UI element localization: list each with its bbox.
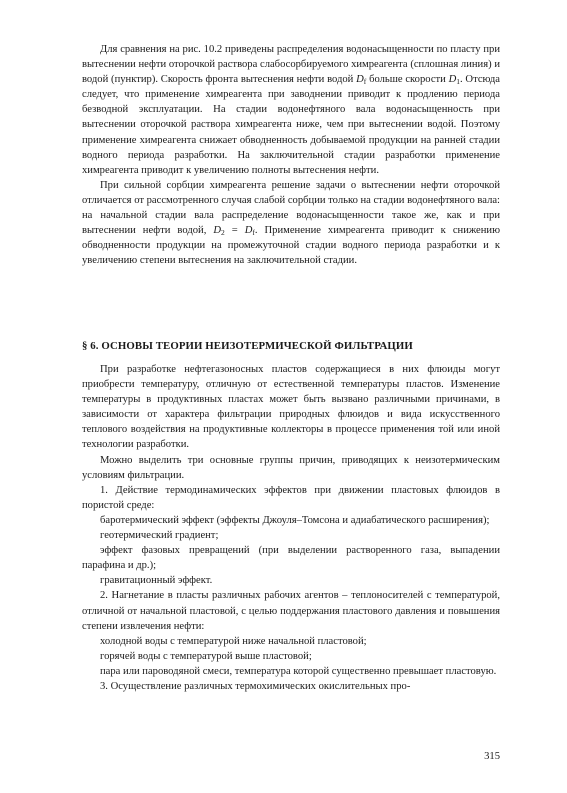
- text-run: При сильной сорбции химреагента решение задачи о вытеснении нефти оторочкой отличается от рассмотренного случая слабой сорбции только на стадии водонефтяного вала: на начальной стадии вала распределение водонасыщенности такое же, как и при вытеснении нефти водой,: [82, 179, 500, 237]
- text-run: =: [224, 225, 245, 237]
- list-item: 2. Нагнетание в пласты различных рабочих агентов – теплоносителей с температурой, отличной от начальной пластовой, с целью поддержания пластового давления и повышения степени извлечения нефти:: [82, 590, 500, 632]
- math-symbol: D: [244, 225, 253, 237]
- list-item: 3. Осуществление различных термохимических окислительных про-: [100, 680, 411, 692]
- list-item: баротермический эффект (эффекты Джоуля–Томсона и адиабатического расширения);: [100, 514, 490, 526]
- page-number: 315: [484, 751, 500, 762]
- list-item: гравитационный эффект.: [100, 575, 213, 587]
- math-symbol: D: [356, 74, 364, 86]
- math-subscript: 2: [221, 228, 225, 238]
- text-run: . Отсюда следует, что применение химреагента при заводнении приводит к продлению периода безводной эксплуатации. На стадии водонефтяного вала водонасыщенность при вытеснении оторочкой раствора химреагента ниже, чем при вытеснении водой. Поэтому применение химреагента снижает обводненность добываемой продукции на ранней стадии водного периода разработки. На заключительной стадии разработки применение химреагента приводит к увеличению полноты вытеснения нефти.: [82, 74, 501, 176]
- list-item: 1. Действие термодинамических эффектов при движении пластовых флюидов в пористой среде:: [82, 484, 500, 511]
- paragraph: При разработке нефтегазоносных пластов содержащиеся в них флюиды могут приобрести температуру, отличную от естественной температуры пластов. Изменение температуры в продуктивных пластах может быть вызвано различными причинами, в зависимости от характера фильтрации природных флюидов и вида искусственного теплового воздействия на продуктивные коллекторы в процессе применения той или иной технологии разработки.: [82, 364, 500, 451]
- paragraph: Можно выделить три основные группы причин, приводящих к неизотермическим условиям фильтрации.: [82, 454, 500, 481]
- list-item: геотермический градиент;: [100, 530, 219, 542]
- list-item: холодной воды с температурой ниже начальной пластовой;: [100, 635, 367, 647]
- math-subscript: f: [252, 228, 255, 238]
- math-subscript: 1: [456, 77, 461, 87]
- list-item: горячей воды с температурой выше пластовой;: [100, 650, 312, 662]
- paragraph-1: [82, 42, 500, 178]
- text-run: . Применение химреагента приводит к снижению обводненности продукции на промежуточной стадии водного периода разработки и к увеличению степени вытеснения на заключительной стадии.: [82, 225, 500, 267]
- text-block-top: [82, 42, 500, 268]
- text-run: Для сравнения на рис. 10.2 приведены распределения водонасыщенности по пласту при вытеснении нефти оторочкой раствора слабосорбируемого химреагента (сплошная линия) и водой (пунктир). Скорость фронта вытеснения нефти водой: [82, 44, 500, 86]
- list-item: пара или пароводяной смеси, температура которой существенно превышает пластовую.: [100, 665, 497, 677]
- math-symbol: D: [213, 225, 222, 237]
- paragraph-2: [82, 178, 500, 269]
- text-run: больше скорости: [366, 74, 449, 86]
- math-subscript: f: [363, 77, 367, 87]
- text-block-bottom: [82, 362, 500, 694]
- math-symbol: D: [448, 74, 457, 86]
- list-item: эффект фазовых превращений (при выделении растворенного газа, выпадении парафина и др.);: [82, 545, 500, 572]
- section-heading: § 6. ОСНОВЫ ТЕОРИИ НЕИЗОТЕРМИЧЕСКОЙ ФИЛЬТРАЦИИ: [82, 340, 413, 352]
